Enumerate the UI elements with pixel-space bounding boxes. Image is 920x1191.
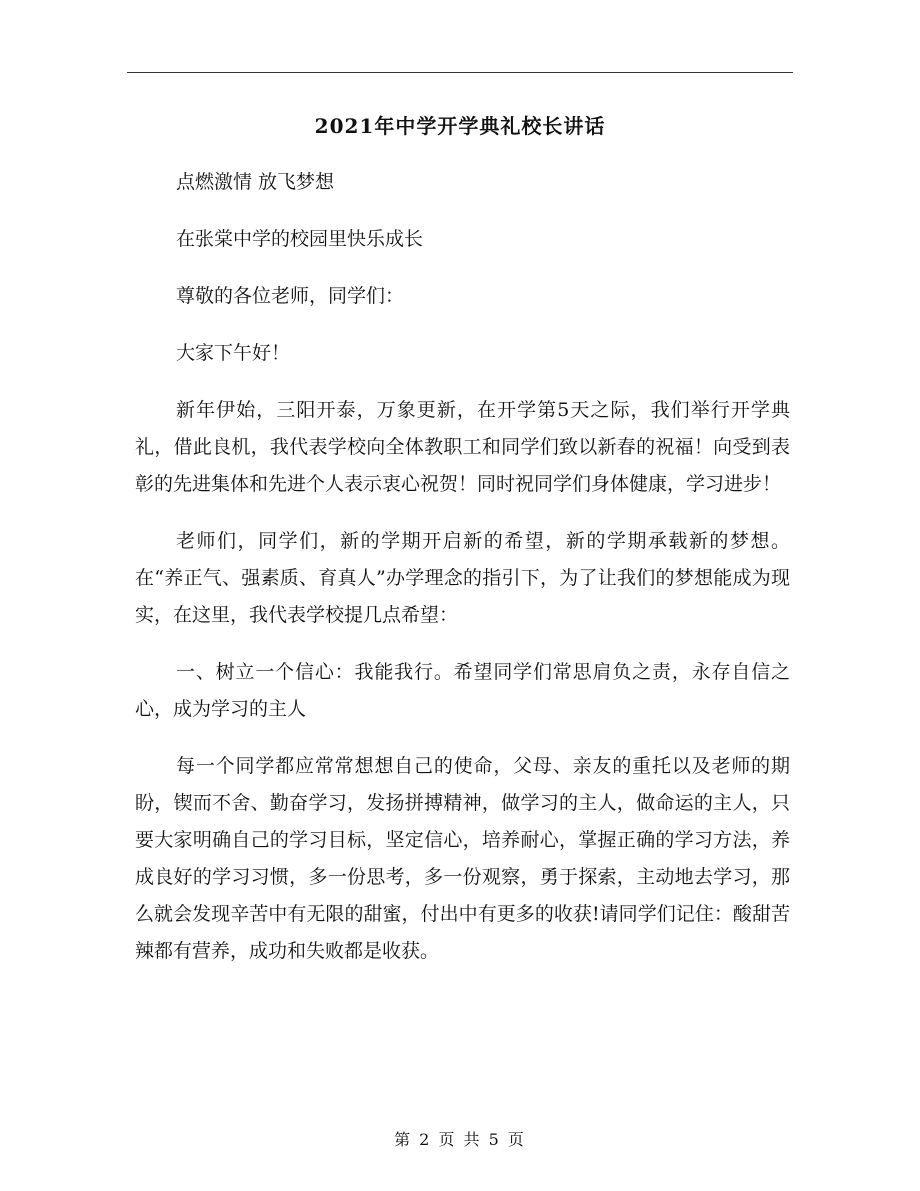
subtitle-line-1: 点燃激情 放飞梦想	[176, 171, 335, 193]
page-title: 2021年中学开学典礼校长讲话	[314, 114, 606, 138]
page-number: 第 2 页 共 5 页	[394, 1130, 526, 1149]
header-divider	[127, 72, 793, 73]
document-body	[135, 164, 790, 990]
paragraph: 每一个同学都应常常想想自己的使命，父母、亲友的重托以及老师的期盼，锲而不舍、勤奋学习，发扬拼搏精神，做学习的主人，做命运的主人，只要大家明确自己的学习目标，坚定信心，培养耐心，掌握正确的学习方法，养成良好的学习习惯，多一份思考，多一份观察，勇于探索，主动地去学习，那么就会发现辛苦中有无限的甜蜜，付出中有更多的收获!请同学们记住：酸甜苦辣都有营养，成功和失败都是收获。	[135, 755, 790, 962]
greeting: 大家下午好！	[176, 342, 291, 364]
paragraph: 一、树立一个信心：我能我行。希望同学们常思肩负之责，永存自信之心，成为学习的主人	[135, 661, 790, 720]
subtitle-line-2: 在张棠中学的校园里快乐成长	[176, 228, 424, 250]
paragraph: 老师们，同学们，新的学期开启新的希望，新的学期承载新的梦想。在“养正气、强素质、育真人”办学理念的指引下，为了让我们的梦想能成为现实，在这里，我代表学校提几点希望：	[135, 530, 790, 626]
paragraph: 新年伊始，三阳开泰，万象更新，在开学第5天之际，我们举行开学典礼，借此良机，我代表学校向全体教职工和同学们致以新春的祝福！向受到表彰的先进集体和先进个人表示衷心祝贺！同时祝同学们身体健康，学习进步！	[135, 399, 790, 495]
salutation: 尊敬的各位老师，同学们：	[176, 285, 405, 307]
